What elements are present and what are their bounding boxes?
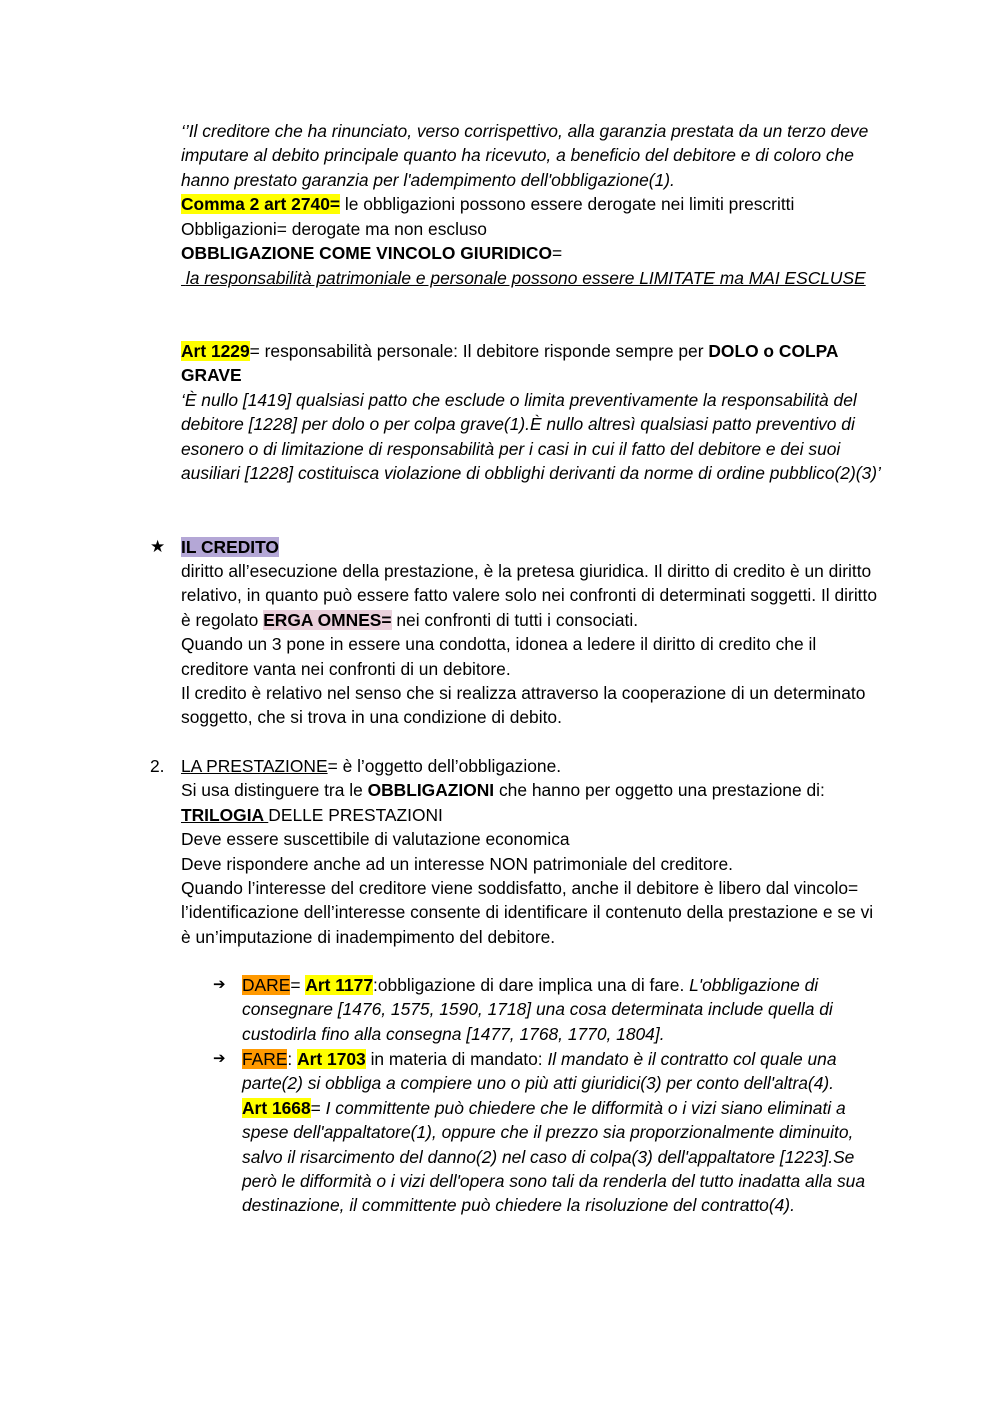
- art1668-line: [242, 1096, 882, 1218]
- list-number: 2.: [150, 756, 165, 776]
- fare-item: [242, 1047, 882, 1218]
- art1668-quote: I committente può chiedere che le difformità o i vizi siano eliminati a spese dell'appaltatore(1), oppure che il prezzo sia proporzionalmente diminuito, salvo il risarcimento del danno(2) nel caso di colpa(3) dell'appaltatore [1223].Se però le difformità o i vizi dell'opera sono tali da renderla del tutto inadatta alla sua destinazione, il committente può chiedere la risoluzione del contratto(4).: [242, 1097, 865, 1216]
- credito-p1a: diritto all’esecuzione della prestazione, è la pretesa giuridica. Il diritto di credito è un diritto relativo, in quanto può essere fatto valere solo nei confronti di determinati soggetti. Il diritto è regolato: [181, 561, 878, 630]
- dare-label: DARE: [242, 975, 291, 995]
- dare-quote: L'obbligazione di consegnare [1476, 1575, 1590, 1718] una cosa determinata include quella di custodirla fino alla consegna [1477, 1768, 1770, 1804].: [242, 975, 833, 1044]
- credito-p1b: nei confronti di tutti i consociati.: [391, 609, 639, 630]
- vincolo-heading: [181, 241, 881, 265]
- credito-p3: Il credito è relativo nel senso che si realizza attraverso la cooperazione di un determinato soggetto, che si trova in una condizione di debito.: [181, 683, 866, 728]
- credito-title: IL CREDITO: [181, 537, 279, 557]
- prestazione-line4: Deve essere suscettibile di valutazione economica: [181, 829, 570, 850]
- art2740-line: [181, 192, 881, 216]
- fare-colon: :: [287, 1049, 298, 1069]
- prestazione-section: [181, 754, 881, 949]
- obbligazioni-line: Obbligazioni= derogate ma non escluso: [181, 219, 487, 239]
- vincolo-text: la responsabilità patrimoniale e personale possono essere LIMITATE ma MAI ESCLUSE: [181, 268, 866, 288]
- credito-body: [181, 559, 881, 730]
- art2740-label: Comma 2 art 2740=: [181, 194, 341, 214]
- trilogia-rest: DELLE PRESTAZIONI: [268, 804, 443, 825]
- art1229-text: = responsabilità personale: Il debitore risponde sempre per: [249, 341, 709, 361]
- erga-omnes: ERGA OMNES=: [263, 609, 392, 630]
- art1229-label: Art 1229: [181, 341, 250, 361]
- prestazione-heading: [181, 754, 881, 778]
- art1668-label: Art 1668: [242, 1097, 311, 1118]
- star-icon: ★: [150, 537, 166, 556]
- prestazione-line5: Deve rispondere anche ad un interesse NON patrimoniale del creditore.: [181, 853, 733, 874]
- credito-heading: [181, 535, 881, 559]
- prestazione-line2: [181, 778, 881, 802]
- art1668-eq: =: [310, 1097, 326, 1118]
- arrow-icon: ➔: [213, 1050, 226, 1067]
- dare-eq: =: [290, 975, 306, 995]
- prestazione-line6: Quando l’interesse del creditore viene soddisfatto, anche il debitore è libero dal vincolo= l’identificazione dell’interesse consente di identificare il contenuto della prestazione e se vi è un’imputazione di inadempimento del debitore.: [181, 878, 874, 947]
- credito-p2: Quando un 3 pone in essere una condotta, idonea a ledere il diritto di credito che il creditore vanta nei confronti di un debitore.: [181, 634, 817, 679]
- art1229-bold: DOLO o COLPA GRAVE: [181, 341, 838, 386]
- art1177-label: Art 1177: [305, 975, 374, 995]
- fare-label: FARE: [242, 1049, 288, 1069]
- trilogia-bold: TRILOGIA: [181, 804, 269, 825]
- art2740-text: le obbligazioni possono essere derogate nei limiti prescritti: [340, 194, 795, 214]
- art1229-line: [181, 339, 881, 388]
- fare-quote: Il mandato è il contratto col quale una parte(2) si obbliga a compiere uno o più atti giuridici(3) per conto dell'altra(4).: [242, 1049, 837, 1094]
- l2c: che hanno per oggetto una prestazione di:: [494, 780, 825, 801]
- trilogia-line: [181, 803, 881, 827]
- prestazione-title-rest: = è l’oggetto dell’obbligazione.: [327, 756, 562, 776]
- fare-text: in materia di mandato:: [365, 1049, 548, 1069]
- art1229-quote: ‘È nullo [1419] qualsiasi patto che esclude o limita preventivamente la responsabilità del debitore [1228] per dolo o per colpa grave(1).È nullo altresì qualsiasi patto preventivo di esonero o di limitazione di responsabilità per i casi in cui il fatto del debitore e dei suoi ausiliari [1228] costituisca violazione di obblighi derivanti da norme di ordine pubblico(2)(3)’: [181, 390, 881, 484]
- obbligazioni-bold: OBBLIGAZIONI: [367, 780, 495, 801]
- dare-text: :obbligazione di dare implica una di fare.: [373, 975, 690, 995]
- l2a: Si usa distinguere tra le: [181, 780, 368, 801]
- vincolo-eq: =: [552, 243, 563, 263]
- art1936-quote: ‘’Il creditore che ha rinunciato, verso corrispettivo, alla garanzia prestata da un terzo deve imputare al debito principale quanto ha ricevuto, a beneficio del debitore e di coloro che hanno prestato garanzia per l'adempimento dell'obbligazione(1).: [181, 121, 869, 190]
- vincolo-title: OBBLIGAZIONE COME VINCOLO GIURIDICO: [181, 243, 553, 263]
- prestazione-title: LA PRESTAZIONE: [181, 756, 328, 776]
- dare-item: [242, 973, 882, 1046]
- art1703-label: Art 1703: [297, 1049, 366, 1069]
- arrow-icon: ➔: [213, 976, 226, 993]
